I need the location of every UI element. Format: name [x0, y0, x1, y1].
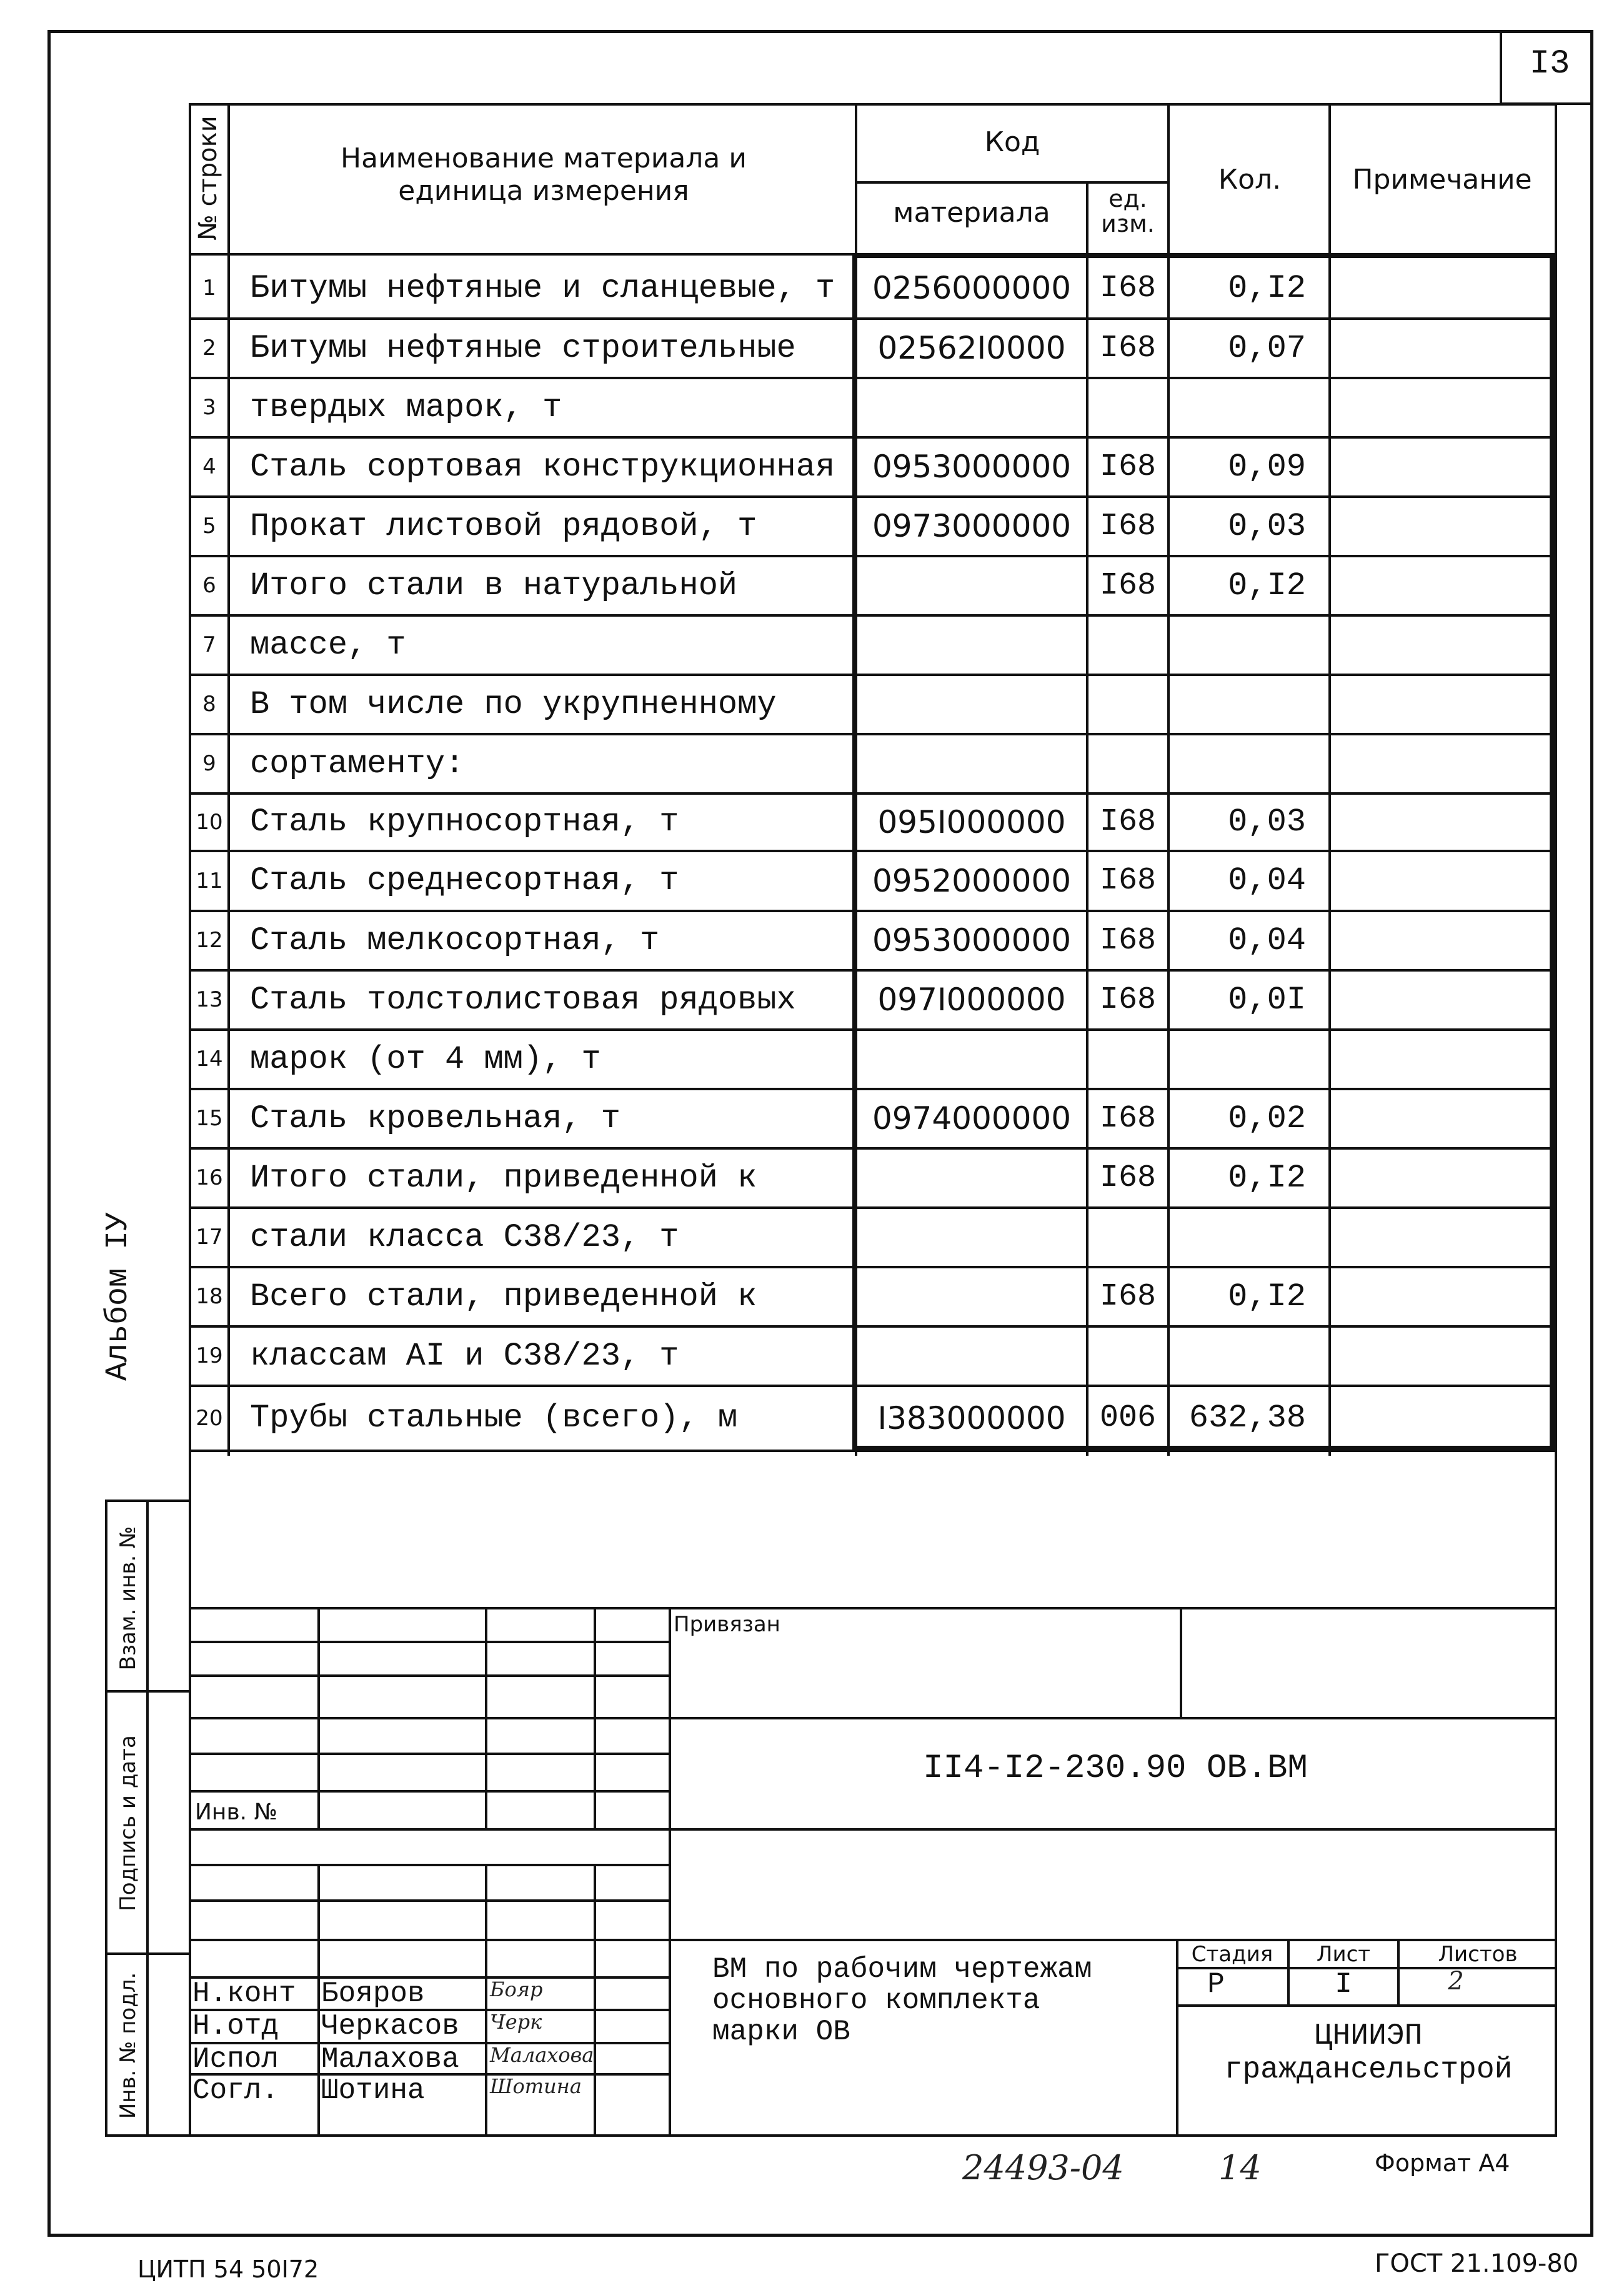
stage-label: Стадия [1191, 1942, 1273, 1967]
row-number: 12 [196, 928, 223, 953]
handwritten-code: 24493-04 [962, 2148, 1124, 2187]
format-label: Формат А4 [1375, 2149, 1510, 2177]
row-qty [1171, 1326, 1306, 1386]
person-signature: Шотина [490, 2074, 582, 2098]
row-name: Сталь толстолистовая рядовых [250, 982, 796, 1018]
stamp-grid-line [189, 1717, 670, 1719]
row-qty [1171, 378, 1306, 437]
row-code [859, 734, 1085, 793]
row-qty: 0,I2 [1228, 1160, 1306, 1196]
person-role: Н.отд [192, 2010, 279, 2042]
person-role: Согл. [192, 2074, 279, 2107]
row-name: Трубы стальные (всего), м [250, 1400, 738, 1436]
handwritten-num: 14 [1218, 2148, 1262, 2187]
header-note: Примечание [1352, 164, 1532, 196]
row-number: 14 [196, 1047, 223, 1072]
person-name: Шотина [321, 2074, 425, 2107]
row-unit: 006 [1099, 1400, 1156, 1436]
row-number: 16 [196, 1165, 223, 1190]
row-qty [1171, 615, 1306, 675]
row-qty: 0,03 [1228, 803, 1306, 840]
row-name: сортаменту: [250, 745, 465, 782]
stamp-grid-col [594, 1607, 596, 1828]
row-code [859, 1326, 1085, 1386]
doc-code: II4-I2-230.90 ОВ.ВМ [923, 1749, 1308, 1788]
row-unit [1090, 1326, 1166, 1386]
sheets-value: 2 [1448, 1967, 1464, 1996]
row-name: твердых марок, т [250, 389, 562, 426]
album-label: Альбом IУ [101, 1211, 136, 1381]
stamp-grid-col [594, 1864, 596, 2136]
row-name: классам АI и С38/23, т [250, 1338, 679, 1375]
row-code: 0952000000 [872, 863, 1072, 899]
row-name: Сталь крупносортная, т [250, 803, 679, 840]
row-qty [1171, 1030, 1306, 1089]
row-code: 0953000000 [872, 922, 1072, 958]
row-qty [1171, 1208, 1306, 1267]
row-unit [1090, 734, 1166, 793]
row-code [859, 1267, 1085, 1326]
row-name: Сталь мелкосортная, т [250, 922, 660, 959]
row-code: 0974000000 [872, 1100, 1072, 1137]
row-qty: 0,I2 [1228, 1278, 1306, 1315]
row-number: 19 [196, 1343, 223, 1368]
row-number: 2 [202, 336, 216, 361]
stamp-grid-line [189, 1828, 670, 1831]
stamp-grid-col [485, 1864, 487, 2136]
row-qty: 0,I2 [1228, 567, 1306, 604]
row-code [859, 1030, 1085, 1089]
row-name: Итого стали в натуральной [250, 567, 738, 604]
stamp-line-a [669, 1717, 1557, 1719]
row-qty: 0,03 [1228, 508, 1306, 545]
row-qty [1171, 675, 1306, 734]
row-number: 7 [202, 632, 216, 657]
row-code: 0973000000 [872, 508, 1072, 544]
stage-value: Р [1207, 1968, 1225, 2001]
row-qty: 0,04 [1228, 862, 1306, 899]
row-code [859, 1148, 1085, 1208]
row-qty: 0,09 [1228, 449, 1306, 485]
sheet-number: I3 [1529, 45, 1570, 83]
row-unit: I68 [1099, 923, 1156, 958]
vzam-label: Взам. инв. № [116, 1526, 141, 1671]
row-unit: I68 [1099, 331, 1156, 366]
row-unit: I68 [1099, 1160, 1156, 1196]
org-line-2: гражданcельстрой [1224, 2053, 1513, 2087]
row-name: В том числе по укрупненному [250, 686, 777, 723]
stamp-grid-line [189, 1674, 670, 1677]
row-unit: I68 [1099, 863, 1156, 898]
stamp-grid-line [189, 1607, 670, 1609]
row-name: стали класса С38/23, т [250, 1219, 679, 1256]
person-signature: Черк [490, 2010, 542, 2034]
stage-line-2 [1176, 2004, 1557, 2007]
stamp-line-c [669, 1939, 1557, 1941]
row-name: Итого стали, приведенной к [250, 1160, 757, 1196]
row-qty: 0,02 [1228, 1100, 1306, 1137]
row-code [859, 556, 1085, 615]
row-qty: 0,I2 [1228, 270, 1306, 307]
row-unit: I68 [1099, 1279, 1156, 1315]
header-name: Наименование материала и единица измерения [341, 142, 747, 207]
person-name: Черкасов [321, 2010, 459, 2042]
title-line-3: марки ОВ [712, 2016, 850, 2048]
stamp-grid-col [485, 1607, 487, 1828]
left-code: ЦИТП 54 50I72 [137, 2256, 319, 2283]
row-qty: 632,38 [1188, 1400, 1306, 1436]
row-name: Сталь кровельная, т [250, 1100, 620, 1137]
row-code: 0256000000 [872, 270, 1072, 306]
row-code [859, 1208, 1085, 1267]
title-line-1: ВМ по рабочим чертежам [712, 1953, 1092, 1986]
podpis-label: Подпись и дата [116, 1735, 141, 1911]
inv-podl-label: Инв. № подл. [116, 1972, 141, 2119]
row-number: 6 [202, 573, 216, 598]
person-role: Н.конт [192, 1977, 296, 2010]
row-name: Битумы нефтяные строительные [250, 330, 796, 367]
inv-no-label: Инв. № [195, 1799, 278, 1825]
stamp-main-divider [669, 1607, 671, 2136]
row-number: 5 [202, 514, 216, 539]
row-name: Прокат листовой рядовой, т [250, 508, 757, 545]
row-code [859, 378, 1085, 437]
stamp-grid-line [189, 1790, 670, 1793]
row-name: марок (от 4 мм), т [250, 1041, 601, 1078]
sheets-label: Листов [1438, 1942, 1518, 1967]
person-signature: Бояр [490, 1977, 543, 2001]
row-unit [1090, 1030, 1166, 1089]
row-qty [1171, 734, 1306, 793]
gost-label: ГОСТ 21.109-80 [1375, 2249, 1579, 2278]
row-name: массе, т [250, 627, 406, 664]
row-number: 11 [196, 868, 223, 893]
row-code: 0953000000 [872, 449, 1072, 485]
row-number: 18 [196, 1284, 223, 1309]
header-code-material: материала [893, 197, 1050, 229]
row-unit: I68 [1099, 982, 1156, 1018]
row-unit [1090, 1208, 1166, 1267]
row-number: 3 [202, 395, 216, 420]
bold-frame-top [852, 253, 1555, 258]
stamp-line-b [669, 1828, 1557, 1831]
row-code [859, 675, 1085, 734]
code-header-divider [855, 181, 1167, 184]
row-number: 15 [196, 1106, 223, 1131]
row-number: 20 [196, 1406, 223, 1431]
row-name: Сталь сортовая конструкционная [250, 449, 835, 485]
row-unit [1090, 675, 1166, 734]
row-number: 9 [202, 751, 216, 776]
row-number: 4 [202, 454, 216, 479]
stamp-bottom-line [105, 2134, 1557, 2137]
row-code: 095I000000 [877, 804, 1066, 840]
stamp-grid-col [317, 1864, 320, 2136]
stamp-grid-col [317, 1607, 320, 1828]
row-number: 10 [196, 810, 223, 835]
col-line-no [227, 103, 230, 1456]
sheet-value: I [1335, 1968, 1352, 2001]
row-unit: I68 [1099, 568, 1156, 604]
row-qty: 0,04 [1228, 922, 1306, 959]
row-unit: I68 [1099, 509, 1156, 544]
row-number: 17 [196, 1225, 223, 1250]
stamp-grid-line [189, 1753, 670, 1755]
person-name: Бояров [321, 1977, 425, 2010]
table-top-border [189, 103, 1557, 106]
stamp-grid-line [189, 1864, 670, 1866]
row-qty: 0,07 [1228, 330, 1306, 367]
header-row-no: № строки [194, 116, 222, 241]
org-line-1: ЦНИИЭП [1314, 2019, 1423, 2053]
row-name: Сталь среднесортная, т [250, 862, 679, 899]
row-code [859, 615, 1085, 675]
person-name: Малахова [321, 2043, 459, 2076]
row-code: 02562I0000 [877, 330, 1066, 366]
table-right-border [1555, 103, 1557, 2137]
row-unit: I68 [1099, 804, 1156, 840]
person-role: Испол [192, 2043, 279, 2076]
row-code: 097I000000 [877, 982, 1066, 1018]
stamp-grid-line [189, 1641, 670, 1643]
stamp-grid-line [189, 1899, 670, 1902]
row-unit: I68 [1099, 449, 1156, 485]
privyazan-divider [1180, 1607, 1182, 1718]
row-name: Битумы нефтяные и сланцевые, т [250, 270, 835, 307]
row-code: I383000000 [877, 1400, 1066, 1436]
title-line-2: основного комплекта [712, 1984, 1040, 2017]
person-signature: Малахова [490, 2043, 594, 2067]
privyazan-label: Привязан [674, 1612, 780, 1637]
header-code-unit: ед. изм. [1101, 185, 1155, 237]
row-qty: 0,0I [1228, 982, 1306, 1018]
row-unit: I68 [1099, 1101, 1156, 1137]
header-qty: Кол. [1218, 164, 1282, 196]
row-unit [1090, 615, 1166, 675]
row-name: Всего стали, приведенной к [250, 1278, 757, 1315]
header-code: Код [984, 126, 1040, 158]
row-unit [1090, 378, 1166, 437]
row-number: 8 [202, 692, 216, 717]
stamp-grid-line [189, 1939, 670, 1941]
sheet-label: Лист [1316, 1942, 1371, 1967]
row-number: 13 [196, 987, 223, 1012]
row-number: 1 [202, 276, 216, 301]
row-unit: I68 [1099, 271, 1156, 306]
